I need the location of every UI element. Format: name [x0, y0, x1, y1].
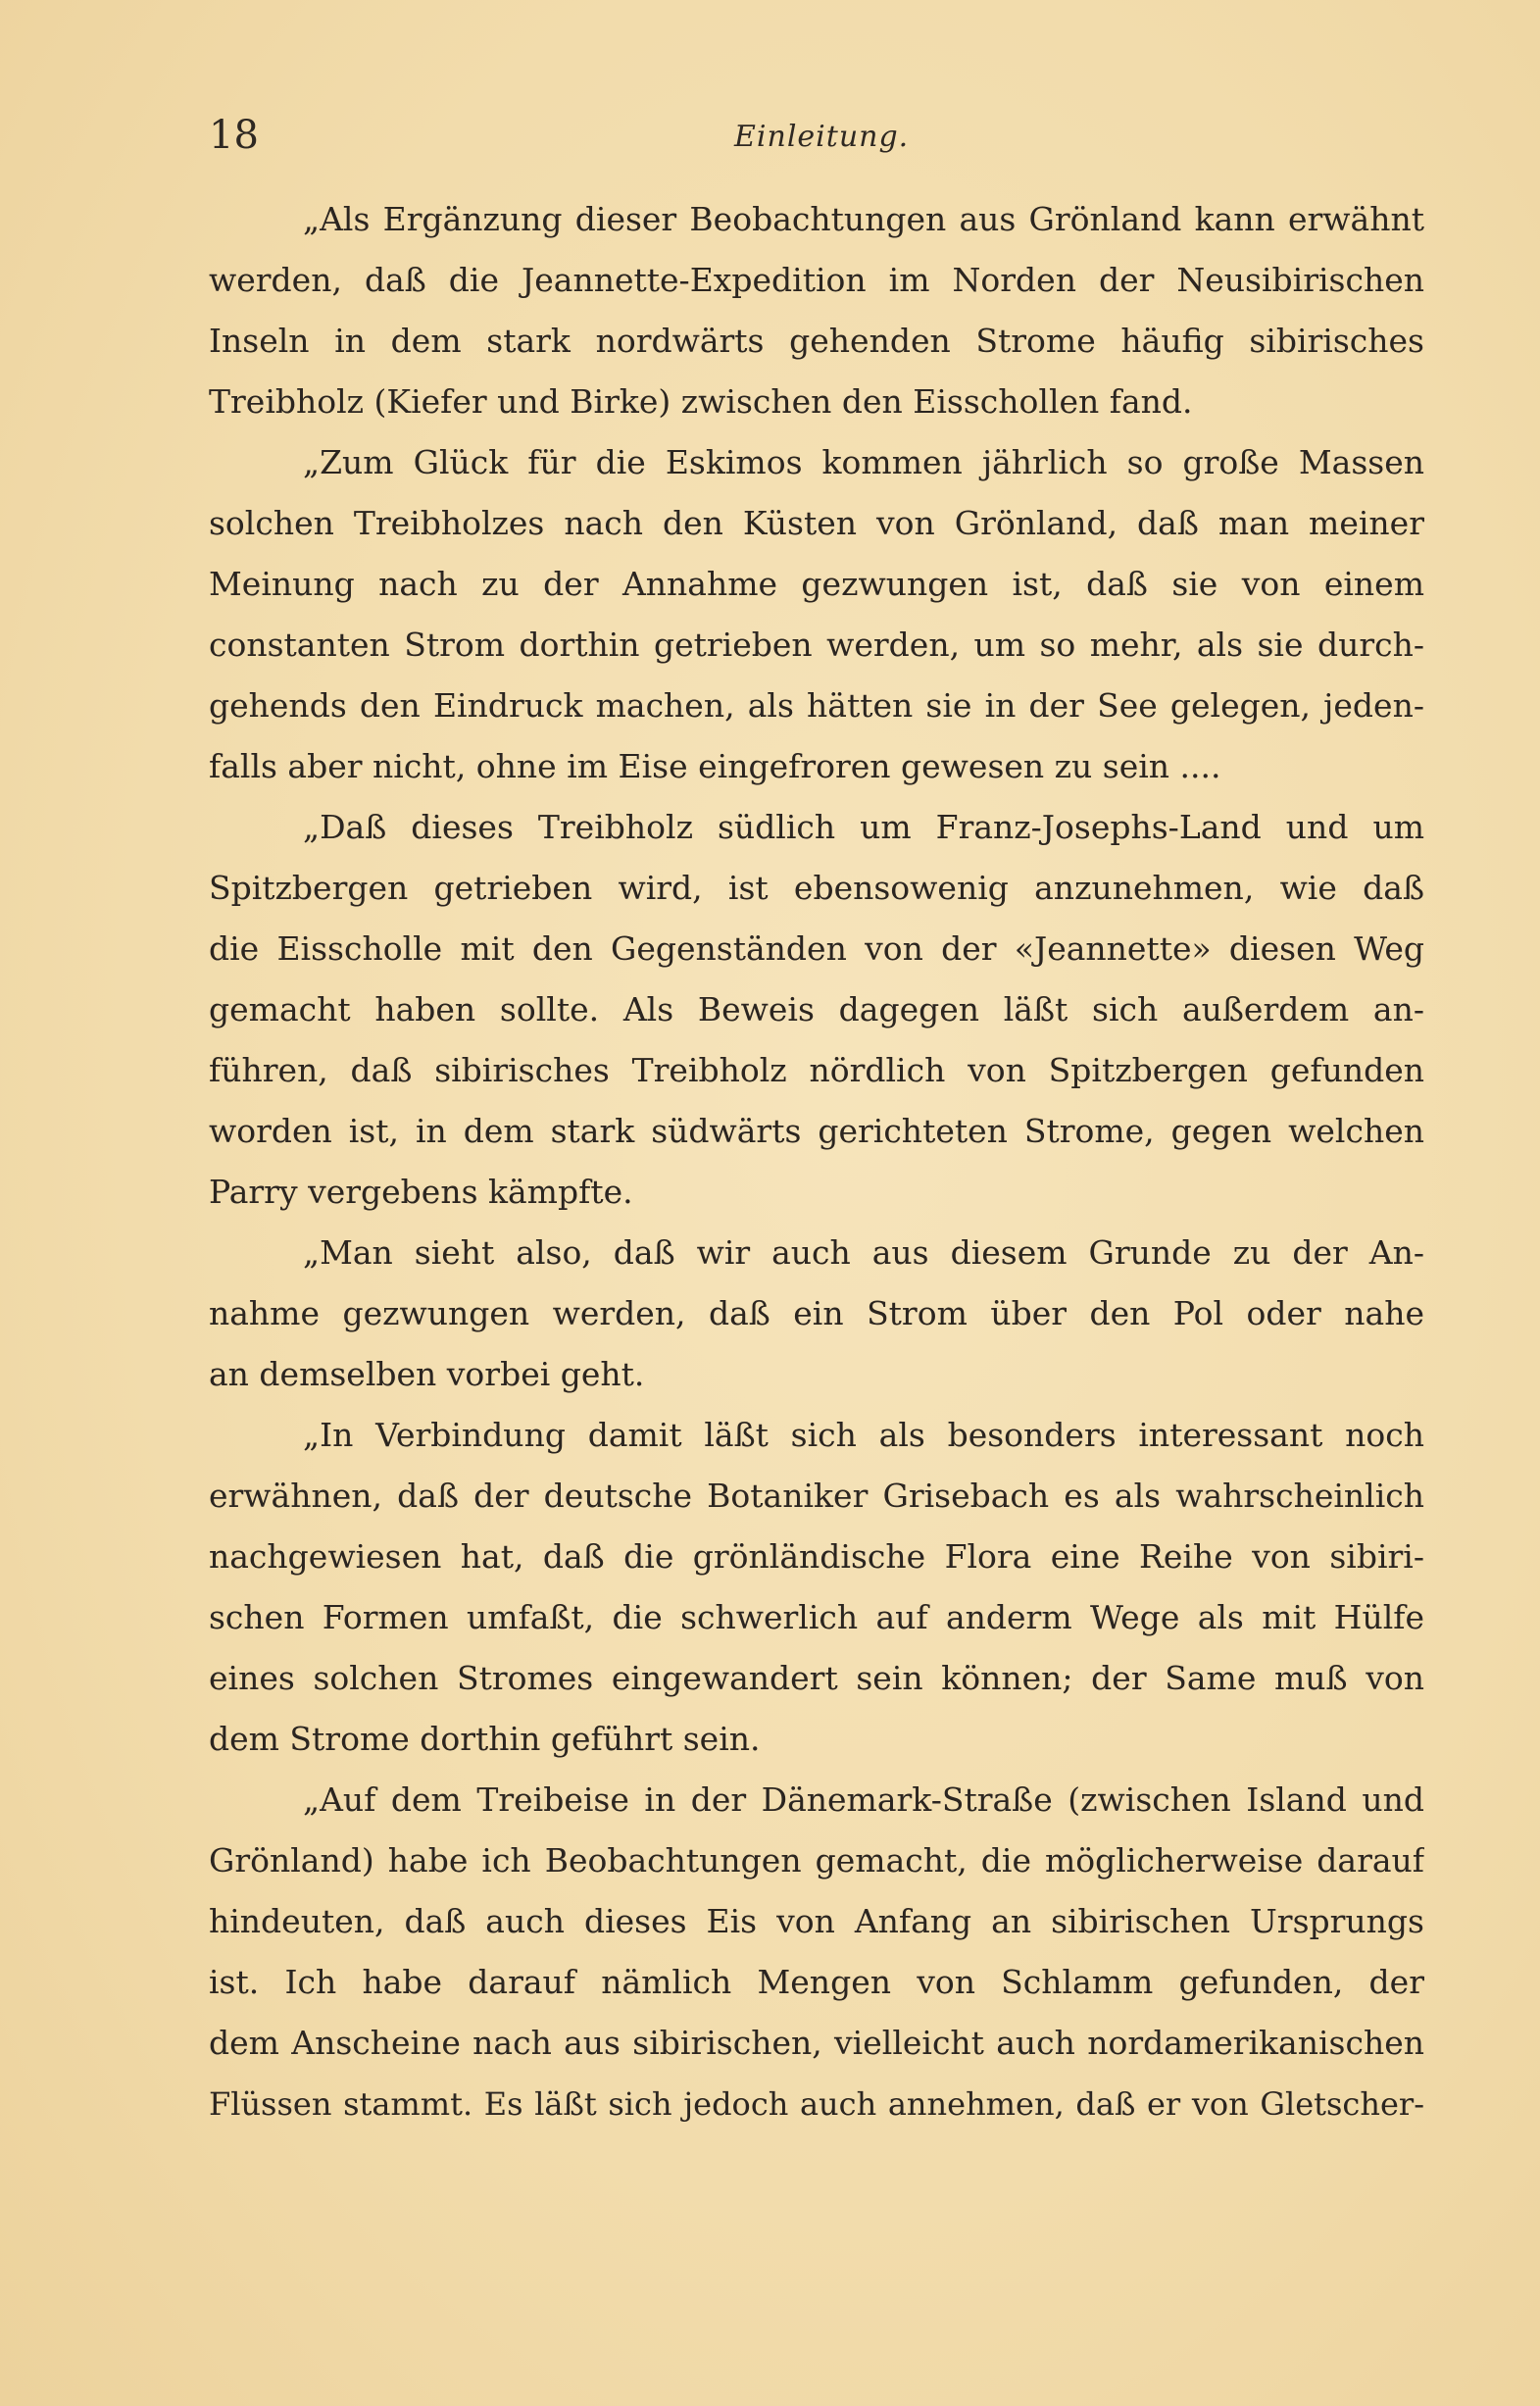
- text-line: schen Formen umfaßt, die schwerlich auf anderm Wege als mit Hülfe: [209, 1598, 1424, 1636]
- text-line: nahme gezwungen werden, daß ein Strom über den Pol oder nahe: [209, 1294, 1424, 1332]
- text-line: Spitzbergen getrieben wird, ist ebensowenig anzunehmen, wie daß: [209, 869, 1424, 907]
- text-line: „In Verbindung damit läßt sich als besonders interessant noch: [303, 1416, 1424, 1454]
- text-line: nachgewiesen hat, daß die grönländische Flora eine Reihe von sibiri-: [209, 1537, 1424, 1576]
- text-line: an demselben vorbei geht.: [209, 1355, 645, 1393]
- page-number: 18: [209, 113, 259, 158]
- text-line: solchen Treibholzes nach den Küsten von Grönland, daß man meiner: [209, 504, 1424, 542]
- text-line: werden, daß die Jeannette-Expedition im Norden der Neusibirischen: [209, 261, 1424, 299]
- text-line: constanten Strom dorthin getrieben werden, um so mehr, als sie durch-: [209, 626, 1424, 664]
- text-line: ist. Ich habe darauf nämlich Mengen von Schlamm gefunden, der: [209, 1963, 1424, 2001]
- text-line: gehends den Eindruck machen, als hätten sie in der See gelegen, jeden-: [209, 686, 1424, 725]
- page-header: [209, 106, 1385, 165]
- text-line: „Man sieht also, daß wir auch aus diesem Grunde zu der An-: [303, 1233, 1424, 1272]
- text-line: dem Strome dorthin geführt sein.: [209, 1720, 761, 1758]
- text-line: hindeuten, daß auch dieses Eis von Anfang an sibirischen Ursprungs: [209, 1902, 1424, 1940]
- text-line: Meinung nach zu der Annahme gezwungen ist, daß sie von einem: [209, 565, 1424, 603]
- text-line: Flüssen stammt. Es läßt sich jedoch auch annehmen, daß er von Gletscher-: [209, 2085, 1424, 2123]
- text-line: worden ist, in dem stark südwärts gerichteten Strome, gegen welchen: [209, 1112, 1424, 1150]
- text-line: Inseln in dem stark nordwärts gehenden Strome häufig sibirisches: [209, 322, 1424, 360]
- text-line: „Daß dieses Treibholz südlich um Franz-Josephs-Land und um: [303, 808, 1424, 846]
- text-line: die Eisscholle mit den Gegenständen von der «Jeannette» diesen Weg: [209, 929, 1424, 968]
- text-line: Grönland) habe ich Beobachtungen gemacht, die möglicherweise darauf: [209, 1841, 1424, 1880]
- text-line: Treibholz (Kiefer und Birke) zwischen den Eisschollen fand.: [209, 382, 1193, 421]
- text-line: „Als Ergänzung dieser Beobachtungen aus Grönland kann erwähnt: [303, 200, 1424, 238]
- running-head: Einleitung.: [734, 120, 910, 154]
- text-line: „Zum Glück für die Eskimos kommen jährlich so große Massen: [303, 443, 1424, 481]
- text-line: dem Anscheine nach aus sibirischen, vielleicht auch nordamerikanischen: [209, 2024, 1424, 2062]
- text-line: Parry vergebens kämpfte.: [209, 1173, 633, 1211]
- text-line: erwähnen, daß der deutsche Botaniker Grisebach es als wahrscheinlich: [209, 1477, 1424, 1515]
- body-text: [209, 189, 1424, 2134]
- text-line: eines solchen Stromes eingewandert sein können; der Same muß von: [209, 1659, 1424, 1697]
- text-line: gemacht haben sollte. Als Beweis dagegen läßt sich außerdem an-: [209, 990, 1424, 1028]
- text-line: „Auf dem Treibeise in der Dänemark-Straße (zwischen Island und: [303, 1780, 1424, 1819]
- text-line: falls aber nicht, ohne im Eise eingefroren gewesen zu sein ....: [209, 747, 1221, 785]
- text-line: führen, daß sibirisches Treibholz nördlich von Spitzbergen gefunden: [209, 1051, 1424, 1089]
